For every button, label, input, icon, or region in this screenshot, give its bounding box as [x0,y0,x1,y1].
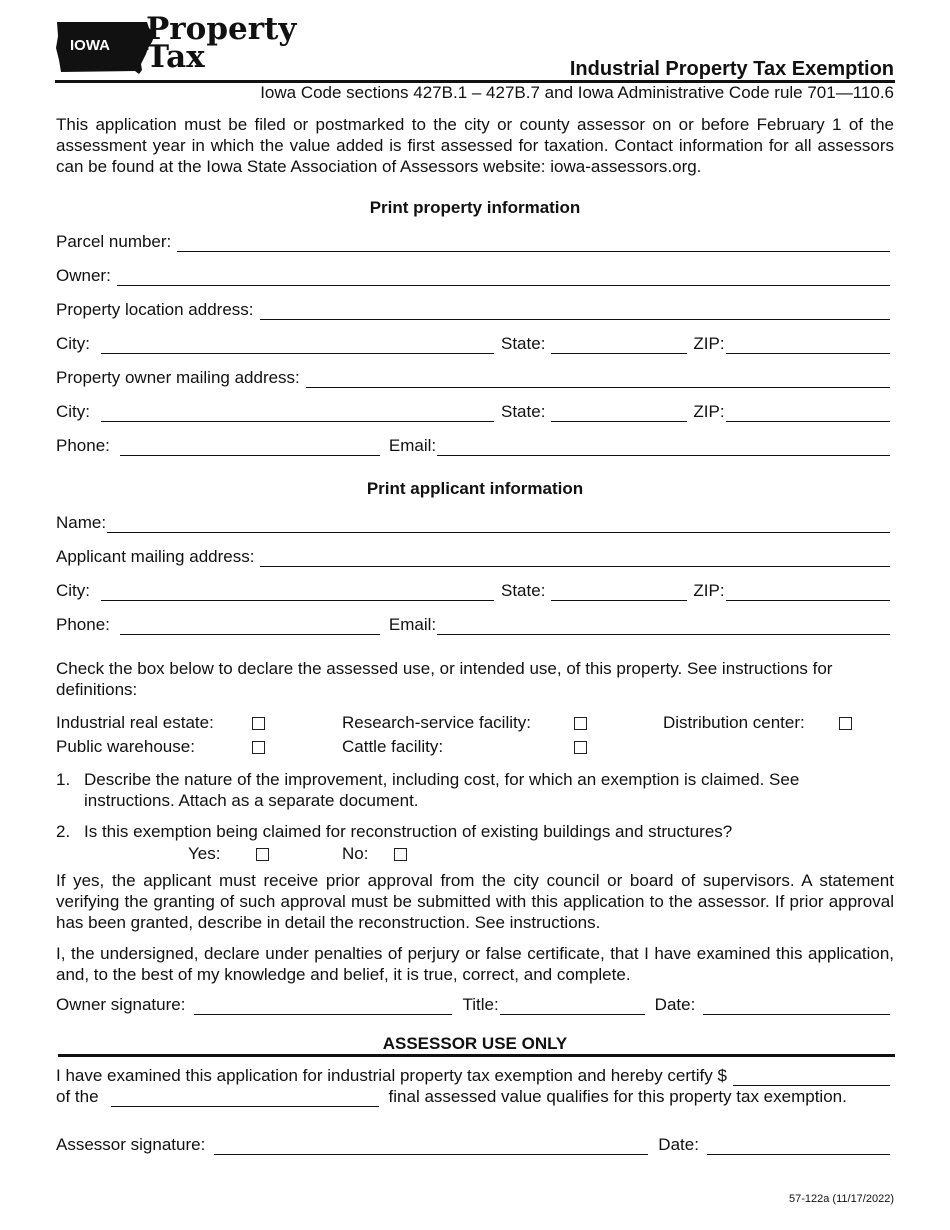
q2-yes-checkbox[interactable] [256,848,269,861]
owner-row [56,264,890,286]
owner-date-label: Date: [654,995,696,1014]
owner-phone-email-row [56,434,890,456]
use-option-research-label: Research-service facility: [342,713,531,732]
applicant-mailing-label: Applicant mailing address: [56,547,255,566]
applicant-email-field[interactable] [437,617,890,635]
use-option-warehouse-label: Public warehouse: [56,737,195,756]
parcel-number-label: Parcel number: [56,232,172,251]
use-industrial-checkbox[interactable] [252,717,265,730]
iowa-map-icon [55,20,157,76]
use-research-checkbox[interactable] [574,717,587,730]
assessor-certify-row-1 [56,1064,890,1086]
owner-phone-label: Phone: [56,436,110,455]
applicant-state-field[interactable] [551,583,687,601]
parcel-number-row [56,230,890,252]
question-2-number: 2. [56,822,71,841]
form-subtitle: Iowa Code sections 427B.1 – 427B.7 and Iowa Administrative Code rule 701—110.6 [260,83,894,102]
applicant-email-label: Email: [388,615,437,634]
applicant-name-row [56,511,890,533]
property-zip-label: ZIP: [693,334,725,353]
applicant-city-field[interactable] [101,583,494,601]
logo-state-label: IOWA [70,37,110,54]
parcel-number-field[interactable] [177,234,890,252]
use-instruction: Check the box below to declare the assessed use, or intended use, of this property. See instructions for definitions: [56,659,833,699]
applicant-city-label: City: [56,581,90,600]
applicant-name-label: Name: [56,513,107,532]
applicant-mailing-field[interactable] [260,549,890,567]
q2-no-label: No: [342,844,369,863]
property-section-heading: Print property information [369,198,581,217]
applicant-city-row [56,579,890,601]
owner-phone-field[interactable] [120,438,380,456]
applicant-phone-email-row [56,613,890,635]
assessor-section-heading: ASSESSOR USE ONLY [382,1034,568,1053]
applicant-phone-label: Phone: [56,615,110,634]
property-location-row [56,298,890,320]
owner-signature-label: Owner signature: [56,995,186,1014]
applicant-mailing-row [56,545,890,567]
assessor-signature-row [56,1133,890,1155]
owner-mailing-label: Property owner mailing address: [56,368,300,387]
logo-wordmark [146,11,297,75]
assessor-certify-text-c: final assessed value qualifies for this property tax exemption. [388,1087,847,1106]
applicant-phone-field[interactable] [120,617,380,635]
question-1-number: 1. [56,770,71,789]
logo-line-tax: Tax [146,39,205,75]
assessor-certify-text-b: of the [56,1087,99,1106]
intro-paragraph: This application must be filed or postmarked to the city or county assessor on or before February 1 of the assessment year in which the value added is first assessed for taxation. Contact information for all assessors can be found at the Iowa State Association of Assessors website: iowa-assessors.org. [56,115,894,176]
owner-email-label: Email: [388,436,437,455]
use-option-distribution-label: Distribution center: [663,713,805,732]
assessor-date-label: Date: [658,1135,699,1154]
assessor-date-field[interactable] [707,1137,890,1155]
owner-email-field[interactable] [437,438,890,456]
question-2-text: Is this exemption being claimed for reconstruction of existing buildings and structures? [84,822,733,841]
reconstruction-note: If yes, the applicant must receive prior approval from the city council or board of supervisors. A statement verifying the granting of such approval must be submitted with this application to the assessor. If prior approval has been granted, describe in detail the reconstruction. See instructions. [56,871,894,932]
property-location-label: Property location address: [56,300,254,319]
form-number: 57-122a (11/17/2022) [789,1193,894,1205]
owner-zip-label: ZIP: [693,402,725,421]
owner-label: Owner: [56,266,111,285]
use-option-cattle-label: Cattle facility: [342,737,444,756]
applicant-state-label: State: [501,581,546,600]
owner-city-label: City: [56,402,90,421]
declaration-text: I, the undersigned, declare under penalties of perjury or false certificate, that I have examined this application, and, to the best of my knowledge and belief, it is true, correct, and complete. [56,944,894,984]
assessor-signature-label: Assessor signature: [56,1135,206,1154]
owner-signature-field[interactable] [194,997,452,1015]
property-state-field[interactable] [551,336,687,354]
owner-mailing-row [56,366,890,388]
owner-zip-field[interactable] [726,404,890,422]
property-city-row [56,332,890,354]
applicant-section-heading: Print applicant information [366,479,584,498]
use-distribution-checkbox[interactable] [839,717,852,730]
owner-signature-row [56,993,890,1015]
q2-no-checkbox[interactable] [394,848,407,861]
owner-mailing-field[interactable] [306,370,890,388]
question-1 [56,769,894,811]
applicant-zip-label: ZIP: [693,581,725,600]
q2-yes-label: Yes: [188,844,221,863]
owner-state-field[interactable] [551,404,687,422]
owner-state-label: State: [501,402,546,421]
property-location-field[interactable] [260,302,891,320]
applicant-zip-field[interactable] [726,583,890,601]
owner-field[interactable] [117,268,890,286]
owner-date-field[interactable] [703,997,890,1015]
logo-line-property: Property [146,11,297,47]
assessor-signature-field[interactable] [214,1137,648,1155]
property-city-field[interactable] [101,336,494,354]
assessor-certify-text-a: I have examined this application for industrial property tax exemption and hereby certify $ [56,1066,727,1085]
property-zip-field[interactable] [726,336,890,354]
question-1-text: Describe the nature of the improvement, including cost, for which an exemption is claimed. See instructions. Attach as a separate document. [84,770,800,810]
owner-city-row [56,400,890,422]
use-warehouse-checkbox[interactable] [252,741,265,754]
property-city-label: City: [56,334,90,353]
question-2 [56,821,894,842]
assessor-certify-row-2 [56,1085,894,1107]
property-state-label: State: [501,334,546,353]
use-option-industrial-label: Industrial real estate: [56,713,214,732]
use-cattle-checkbox[interactable] [574,741,587,754]
form-title: Industrial Property Tax Exemption [569,58,894,80]
owner-city-field[interactable] [101,404,494,422]
signer-title-field[interactable] [500,997,645,1015]
applicant-name-field[interactable] [107,515,890,533]
assessed-portion-field[interactable] [111,1089,379,1107]
certified-amount-field[interactable] [733,1068,890,1086]
signer-title-label: Title: [462,995,499,1014]
assessor-divider [58,1054,895,1057]
